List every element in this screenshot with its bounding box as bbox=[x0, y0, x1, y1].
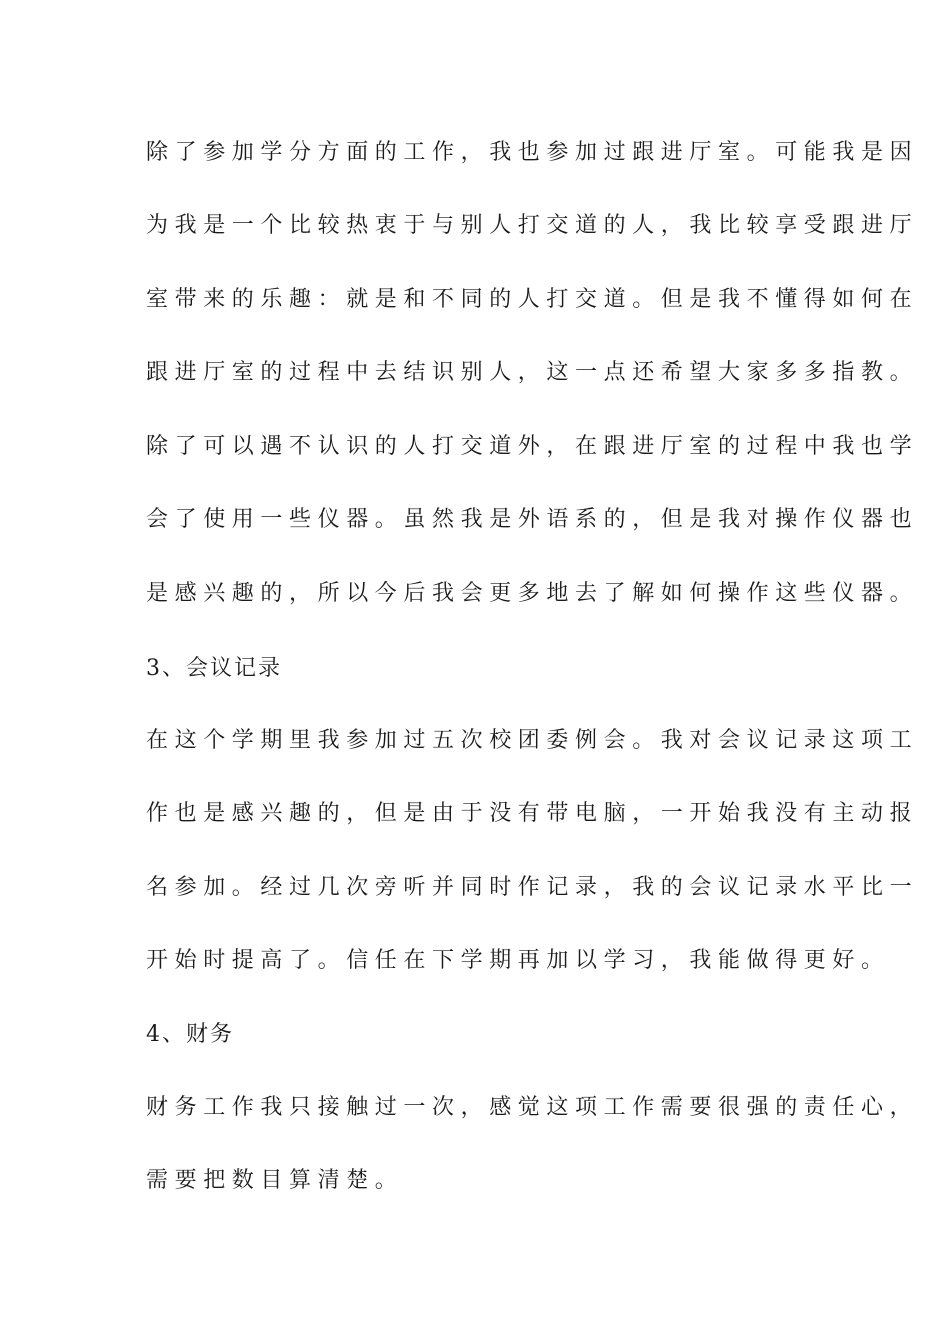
section-heading-finance: 4、财务 bbox=[146, 1022, 234, 1047]
paragraph-line: 是感兴趣的，所以今后我会更多地去了解如何操作这些仪器。 bbox=[146, 581, 919, 606]
paragraph-line: 跟进厅室的过程中去结识别人，这一点还希望大家多多指教。 bbox=[146, 360, 919, 385]
paragraph-line: 会了使用一些仪器。虽然我是外语系的，但是我对操作仪器也 bbox=[146, 507, 919, 532]
paragraph-line: 名参加。经过几次旁听并同时作记录，我的会议记录水平比一 bbox=[146, 875, 919, 900]
paragraph-line: 室带来的乐趣：就是和不同的人打交道。但是我不懂得如何在 bbox=[146, 287, 919, 312]
paragraph-line: 为我是一个比较热衷于与别人打交道的人，我比较享受跟进厅 bbox=[146, 213, 919, 238]
paragraph-line: 除了参加学分方面的工作，我也参加过跟进厅室。可能我是因 bbox=[146, 140, 919, 165]
paragraph-line: 需要把数目算清楚。 bbox=[146, 1168, 404, 1193]
paragraph-line: 在这个学期里我参加过五次校团委例会。我对会议记录这项工 bbox=[146, 728, 919, 753]
section-heading-meeting-records: 3、会议记录 bbox=[146, 656, 282, 681]
paragraph-line: 除了可以遇不认识的人打交道外，在跟进厅室的过程中我也学 bbox=[146, 434, 919, 459]
paragraph-line: 作也是感兴趣的，但是由于没有带电脑，一开始我没有主动报 bbox=[146, 801, 919, 826]
paragraph-line: 开始时提高了。信任在下学期再加以学习，我能做得更好。 bbox=[146, 948, 890, 973]
paragraph-line: 财务工作我只接触过一次，感觉这项工作需要很强的责任心， bbox=[146, 1095, 919, 1120]
